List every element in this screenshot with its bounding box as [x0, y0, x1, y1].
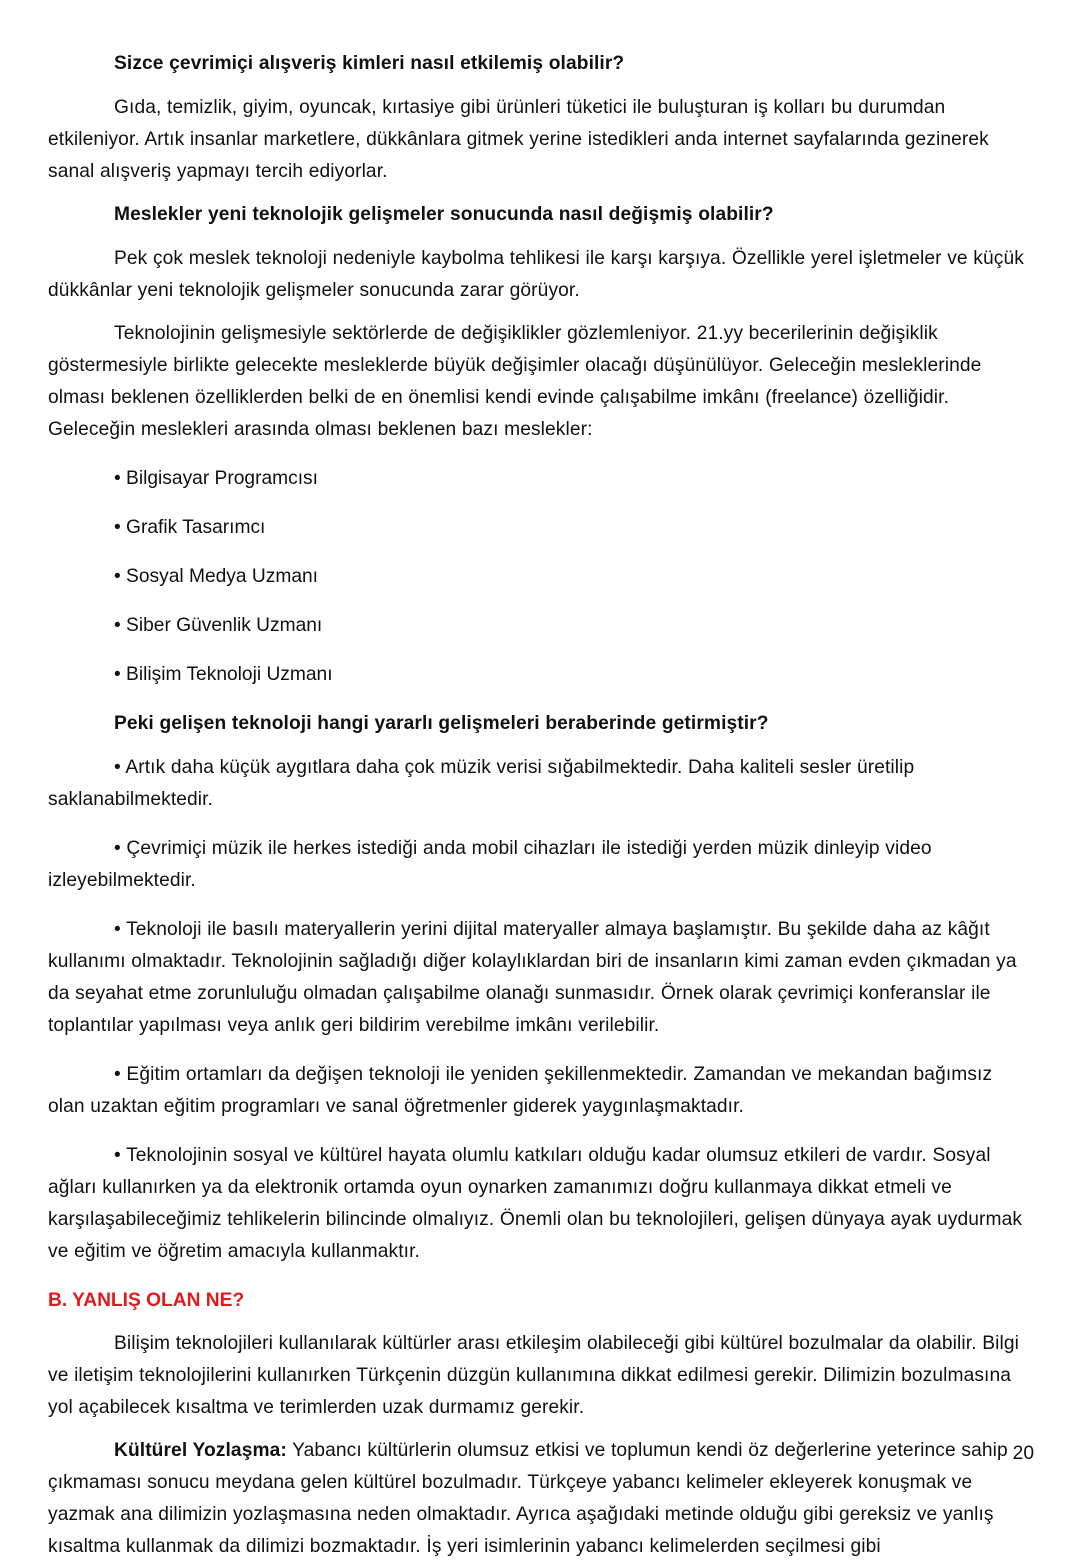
benefit-paragraph-3: • Teknoloji ile basılı materyallerin yerini dijital materyaller almaya başlamıştır. Bu şekilde daha az kâğıt kullanımı olmaktadır. Teknolojinin sağladığı diğer kolaylıklardan biri de insanların kimi zaman evden çıkmadan ya da seyahat etme zorunluluğu olmadan çalışabilme olanağı sunmasıdır. Örnek olarak çevrimiçi konferanslar ile toplantılar yapılması veya anlık geri bildirim verebilme imkânı verilebilir. [48, 919, 1017, 1036]
list-item: • Sosyal Medya Uzmanı [114, 566, 318, 587]
section-b-heading: B. YANLIŞ OLAN NE? [48, 1290, 245, 1311]
future-professions-list [48, 463, 1030, 691]
answer-paragraph-1: Gıda, temizlik, giyim, oyuncak, kırtasiye gibi ürünleri tüketici ile buluşturan iş kolları bu durumdan etkileniyor. Artık insanlar marketlere, dükkânlara gitmek yerine istedikleri anda internet sayfalarında gezinerek sanal alışveriş yapmayı tercih ediyorlar. [48, 97, 989, 182]
spacer [48, 816, 1030, 833]
kulturel-yozlasma-body: Yabancı kültürlerin olumsuz etkisi ve toplumun kendi öz değerlerine yeterince sahip çıkmaması sonucu meydana gelen kültürel bozulmadır. Türkçeye yabancı kelimeler ekleyerek konuşmak ve yazmak ana dilimizin yozlaşmasına neden olmaktadır. Ayrıca aşağıdaki metinde olduğu gibi gereksiz ve yanlış kısaltma kullanmak da dilimizi bozmaktadır. İş yeri isimlerinin yabancı kelimelerden seçilmesi gibi [48, 1440, 1008, 1557]
kulturel-yozlasma-label: Kültürel Yozlaşma: [114, 1440, 287, 1461]
spacer [48, 1317, 1030, 1328]
kulturel-yozlasma-paragraph [48, 1435, 1030, 1563]
benefit-paragraph-5: • Teknolojinin sosyal ve kültürel hayata olumlu katkıları olduğu kadar olumsuz etkileri de vardır. Sosyal ağları kullanırken ya da elektronik ortamda oyun oynarken zamanımızı doğru kullanmaya dikkat etmeli ve karşılaşabileceğimiz tehlikelerin bilincinde olmalıyız. Önemli olan bu teknolojileri, gelişen dünyaya ayak uydurmak ve eğitim ve öğretim amacıyla kullanmaktır. [48, 1145, 1023, 1262]
benefit-paragraph-4: • Eğitim ortamları da değişen teknoloji ile yeniden şekillenmektedir. Zamandan ve mekandan bağımsız olan uzaktan eğitim programları ve sanal öğretmenler giderek yaygınlaşmaktadır. [48, 1064, 993, 1117]
spacer [48, 232, 1030, 243]
benefit-paragraph-2: • Çevrimiçi müzik ile herkes istediği anda mobil cihazları ile istediği yerden müzik dinleyip video izleyebilmektedir. [48, 838, 932, 891]
spacer [48, 446, 1030, 463]
spacer [48, 1042, 1030, 1059]
list-item: • Grafik Tasarımcı [114, 517, 266, 538]
spacer [48, 1268, 1030, 1285]
spacer [48, 81, 1030, 92]
spacer [48, 691, 1030, 708]
question-heading-3: Peki gelişen teknoloji hangi yararlı gelişmeleri beraberinde getirmiştir? [114, 713, 769, 734]
spacer [48, 188, 1030, 199]
answer-paragraph-2b: Teknolojinin gelişmesiyle sektörlerde de değişiklikler gözlemleniyor. 21.yy becerilerinin değişiklik göstermesiyle birlikte gelecekte mesleklerde büyük değişimler olacağı düşünülüyor. Geleceğin mesleklerinde olması beklenen özelliklerden belki de en önemlisi kendi evinde çalışabilme imkânı (freelance) özelliğidir. Geleceğin meslekleri arasında olması beklenen bazı meslekler: [48, 323, 982, 440]
question-heading-1: Sizce çevrimiçi alışveriş kimleri nasıl etkilemiş olabilir? [114, 53, 625, 74]
question-heading-2: Meslekler yeni teknolojik gelişmeler sonucunda nasıl değişmiş olabilir? [114, 204, 774, 225]
list-item: • Bilgisayar Programcısı [114, 468, 318, 489]
list-item: • Siber Güvenlik Uzmanı [114, 615, 323, 636]
benefit-paragraph-1: • Artık daha küçük aygıtlara daha çok müzik verisi sığabilmektedir. Daha kaliteli sesler üretilip saklanabilmektedir. [48, 757, 915, 810]
spacer [48, 741, 1030, 752]
answer-paragraph-2a: Pek çok meslek teknoloji nedeniyle kaybolma tehlikesi ile karşı karşıya. Özellikle yerel işletmeler ve küçük dükkânlar yeni teknolojik gelişmeler sonucunda zarar görüyor. [48, 248, 1024, 301]
page-content [48, 48, 1030, 1563]
page-number: 20 [1012, 1443, 1034, 1464]
section-b-paragraph-1: Bilişim teknolojileri kullanılarak kültürler arası etkileşim olabileceği gibi kültürel bozulmalar da olabilir. Bilgi ve iletişim teknolojilerini kullanırken Türkçenin düzgün kullanımına dikkat edilmesi gerekir. Dilimizin bozulmasına yol açabilecek kısaltma ve terimlerden uzak durmamız gerekir. [48, 1333, 1019, 1418]
spacer [48, 307, 1030, 318]
list-item: • Bilişim Teknoloji Uzmanı [114, 664, 333, 685]
spacer [48, 1123, 1030, 1140]
spacer [48, 1424, 1030, 1435]
spacer [48, 897, 1030, 914]
